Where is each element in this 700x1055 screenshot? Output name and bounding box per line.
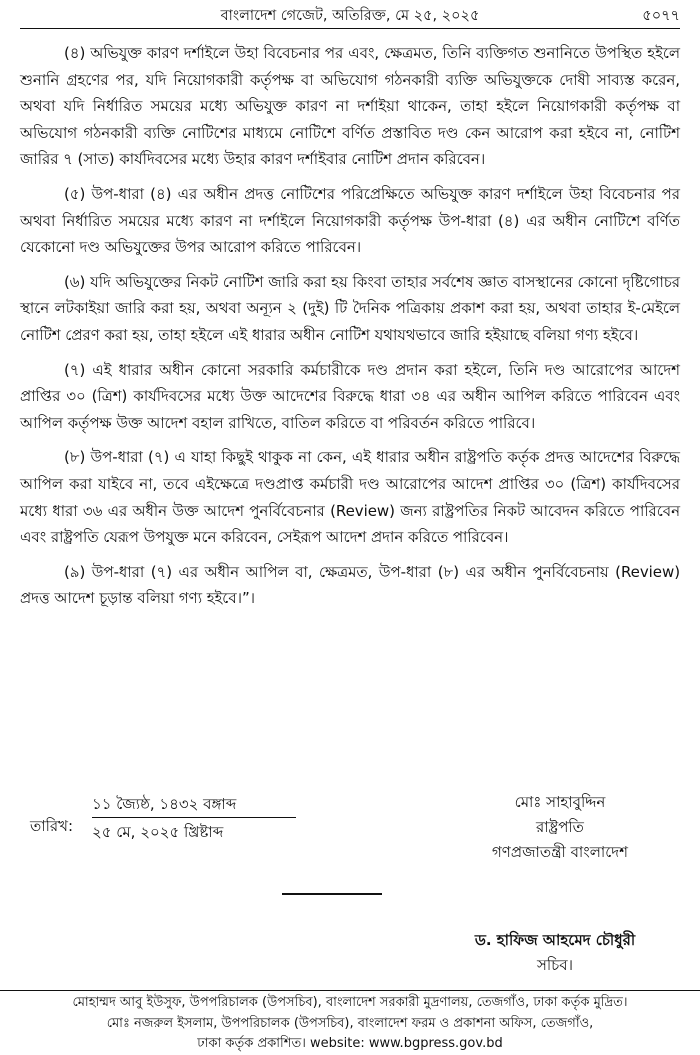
document-body <box>20 40 680 620</box>
footer-publisher-line: মোঃ নজরুল ইসলাম, উপপরিচালক (উপসচিব), বাংলাদেশ ফরম ও প্রকাশনা অফিস, তেজগাঁও, <box>106 1015 594 1031</box>
paragraph-clause-4: (৪) অভিযুক্ত কারণ দর্শাইলে উহা বিবেচনার পর এবং, ক্ষেত্রমত, তিনি ব্যক্তিগত শুনানিতে উপস্থিত হইলে শুনানি গ্রহণের পর, যদি নিয়োগকারী কর্তৃপক্ষ বা অভিযোগ গঠনকারী ব্যক্তি অভিযুক্তকে দোষী সাব্যস্ত করেন, অথবা যদি নির্ধারিত সময়ের মধ্যে অভিযুক্ত কারণ না দর্শাইয়া থাকেন, তাহা হইলে নিয়োগকারী কর্তৃপক্ষ বা অভিযোগ গঠনকারী ব্যক্তি নোটিশের মাধ্যমে নোটিশে বর্ণিত প্রস্তাবিত দণ্ড কেন আরোপ করা হইবে না, নোটিশ জারির ৭ (সাত) কার্যদিবসের মধ্যে উহার কারণ দর্শাইবার নোটিশ প্রদান করিবেন। <box>20 44 680 169</box>
bengali-date: ১১ জ্যৈষ্ঠ, ১৪৩২ বঙ্গাব্দ <box>92 795 237 813</box>
paragraph-clause-7: (৭) এই ধারার অধীন কোনো সরকারি কর্মচারীকে দণ্ড প্রদান করা হইলে, তিনি দণ্ড আরোপের আদেশ প্রাপ্তির ৩০ (ত্রিশ) কার্যদিবসের মধ্যে উক্ত আদেশের বিরুদ্ধে ধারা ৩৪ এর অধীন আপিল করিতে পারিবেন এবং আপিল কর্তৃপক্ষ উক্ত আদেশ বহাল রাখিতে, বাতিল করিতে বা পরিবর্তন করিতে পারিবে। <box>20 360 680 432</box>
publication-footer <box>0 990 700 1055</box>
paragraph-clause-8: (৮) উপ-ধারা (৭) এ যাহা কিছুই থাকুক না কেন, এই ধারার অধীন রাষ্ট্রপতি কর্তৃক প্রদত্ত আদেশের বিরুদ্ধে আপিল করা যাইবে না, তবে এইক্ষেত্রে দণ্ডপ্রাপ্ত কর্মচারী দণ্ড আরোপের আদেশ প্রাপ্তির ৩০ (ত্রিশ) কার্যদিবসের মধ্যে ধারা ৩৬ এর অধীন উক্ত আদেশ পুনর্বিবেচনার (Review) জন্য রাষ্ট্রপতির নিকট আবেদন করিতে পারিবেন এবং রাষ্ট্রপতি যেরূপ উপযুক্ত মনে করিবেন, সেইরূপ আদেশ প্রদান করিতে পারিবেন। <box>20 448 680 547</box>
date-label: তারিখ: <box>30 817 74 835</box>
country-name: গণপ্রজাতন্ত্রী বাংলাদেশ <box>491 843 629 861</box>
paragraph-clause-6: (৬) যদি অভিযুক্তের নিকট নোটিশ জারি করা হয় কিংবা তাহার সর্বশেষ জ্ঞাত বাসস্থানের কোনো দৃষ্টিগোচর স্থানে লটকাইয়া জারি করা হয়, অথবা অন্যূন ২ (দুই) টি দৈনিক পত্রিকায় প্রকাশ করা হয়, অথবা তাহার ই-মেইলে নোটিশ প্রেরণ করা হয়, তাহা হইলে এই ধারার অধীন নোটিশ যথাযথভাবে জারি হইয়াছে বলিয়া গণ্য হইবে। <box>20 272 680 344</box>
secretary-name: ড. হাফিজ আহমেদ চৌধুরী <box>474 931 636 949</box>
secretary-title: সচিব। <box>536 956 573 974</box>
page-number: ৫০৭৭ <box>642 8 680 24</box>
separator-line <box>282 893 382 895</box>
date-divider <box>92 817 296 818</box>
footer-printer-line: মোহাম্মদ আবু ইউসুফ, উপপরিচালক (উপসচিব), বাংলাদেশ সরকারী মুদ্রণালয়, তেজগাঁও, ঢাকা কর্তৃক মুদ্রিত। <box>72 995 628 1010</box>
gazette-title: বাংলাদেশ গেজেট, অতিরিক্ত, মে ২৫, ২০২৫ <box>220 8 480 24</box>
footer-website-line: ঢাকা কর্তৃক প্রকাশিত। website: www.bgpress.gov.bd <box>197 1036 503 1051</box>
paragraph-clause-9: (৯) উপ-ধারা (৭) এর অধীন আপিল বা, ক্ষেত্রমত, উপ-ধারা (৮) এর অধীন পুনর্বিবেচনায় (Review) প্রদত্ত আদেশ চূড়ান্ত বলিয়া গণ্য হইবে।”। <box>20 562 680 608</box>
president-signature-block <box>440 790 680 865</box>
president-title: রাষ্ট্রপতি <box>536 818 584 836</box>
gregorian-date: ২৫ মে, ২০২৫ খ্রিষ্টাব্দ <box>92 823 224 841</box>
president-name: মোঃ সাহাবুদ্দিন <box>514 793 606 811</box>
page-header <box>20 6 680 29</box>
date-block <box>92 792 297 844</box>
secretary-signature-block <box>420 928 690 978</box>
paragraph-clause-5: (৫) উপ-ধারা (৪) এর অধীন প্রদত্ত নোটিশের পরিপ্রেক্ষিতে অভিযুক্ত কারণ দর্শাইলে উহা বিবেচনার পর অথবা নির্ধারিত সময়ের মধ্যে কারণ না দর্শাইলে নিয়োগকারী কর্তৃপক্ষ উপ-ধারা (৪) এর অধীন নোটিশে বর্ণিত যেকোনো দণ্ড অভিযুক্তের উপর আরোপ করিতে পারিবেন। <box>20 184 680 257</box>
